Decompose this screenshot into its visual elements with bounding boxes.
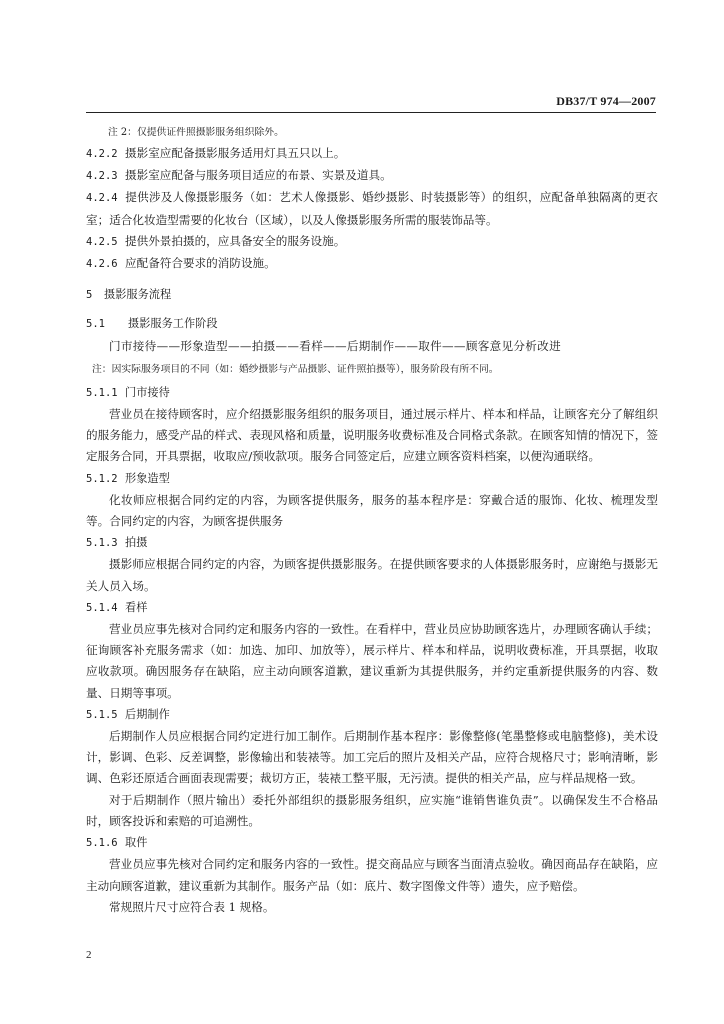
clause-text: 摄影室应配备与服务项目适应的布景、实景及道具。 bbox=[125, 168, 392, 183]
section-5-1-6-heading bbox=[86, 832, 658, 854]
document-code: DB37/T 974—2007 bbox=[556, 94, 656, 108]
clause-text: 摄影室应配备摄影服务适用灯具五只以上。 bbox=[125, 146, 346, 160]
clause-4-2-3 bbox=[86, 165, 658, 187]
paragraph: 后期制作人员应根据合同约定进行加工制作。后期制作基本程序：影像整修(笔墨整修或电脑整修)，美术设计，影调、色彩、反差调整，影像输出和装裱等。加工完后的照片及相关产品，应符合规格尺寸；影响清晰，影调、色彩还原适合画面表现需要；裁切方正，装裱工整平服，无污渍。提供的相关产品，应与样品规格一致。 bbox=[86, 729, 658, 786]
paragraph: 营业员应事先核对合同约定和服务内容的一致性。在看样中，营业员应协助顾客选片，办理顾客确认手续；征询顾客补充服务需求（如：加选、加印、加放等），展示样片、样本和样品，说明收费标准，开具票据，收取应收款项。确因服务存在缺陷，应主动向顾客道歉，建议重新为其提供服务，并约定重新提供服务的内容、数量、日期等事项。 bbox=[86, 622, 658, 700]
clause-4-2-2 bbox=[86, 143, 658, 165]
paragraph: 常规照片尺寸应符合表 1 规格。 bbox=[109, 899, 275, 914]
section-title: 取件 bbox=[125, 836, 148, 850]
section-5-1-heading bbox=[86, 313, 658, 335]
note-2: 注 2：仅提供证件照摄影服务组织除外。 bbox=[108, 127, 284, 138]
clause-text: 应配备符合要求的消防设施。 bbox=[125, 256, 276, 271]
clause-4-2-5 bbox=[86, 231, 658, 253]
clause-text: 提供外景拍摄的，应具备安全的服务设施。 bbox=[125, 233, 346, 248]
paragraph: 对于后期制作（照片输出）委托外部组织的摄影服务组织，应实施“谁销售谁负责”。以确保发生不合格品时，顾客投诉和索赔的可追溯性。 bbox=[86, 792, 658, 828]
paragraph: 营业员应事先核对合同约定和服务内容的一致性。提交商品应与顾客当面清点验收。确因商品存在缺陷，应主动向顾客道歉，建议重新为其制作。服务产品（如：底片、数字图像文件等）遗失，应予赔偿。 bbox=[86, 857, 658, 893]
section-5-1-5-heading bbox=[86, 704, 658, 726]
section-title: 摄影服务工作阶段 bbox=[128, 317, 218, 331]
header-rule bbox=[86, 112, 656, 113]
clause-number: 4.2.6 bbox=[86, 258, 118, 271]
section-5-heading bbox=[86, 284, 658, 306]
clause-number: 4.2.2 bbox=[86, 148, 118, 160]
section-5-1-2-heading bbox=[86, 468, 658, 490]
section-title: 门市接待 bbox=[125, 385, 170, 399]
section-5-1-1-heading bbox=[86, 382, 658, 404]
clause-4-2-6 bbox=[86, 253, 658, 275]
section-number: 5 bbox=[86, 289, 93, 302]
section-number: 5.1.1 bbox=[86, 386, 118, 399]
section-number: 5.1.3 bbox=[86, 537, 118, 550]
section-5-1-note: 注：因实际服务项目的不同（如：婚纱摄影与产品摄影、证件照拍摄等），服务阶段有所不同。 bbox=[92, 363, 499, 375]
section-title: 后期制作 bbox=[125, 707, 170, 721]
page-content bbox=[86, 123, 658, 918]
section-number: 5.1 bbox=[86, 318, 105, 331]
paragraph: 摄影师应根据合同约定的内容，为顾客提供摄影服务。在提供顾客要求的人体摄影服务时，应谢绝与摄影无关人员入场。 bbox=[86, 557, 658, 593]
clause-number: 4.2.3 bbox=[86, 170, 118, 183]
service-flow: 门市接待——形象造型——拍摄——看样——后期制作——取件——顾客意见分析改进 bbox=[109, 338, 561, 353]
clause-text: 提供涉及人像摄影服务（如：艺术人像摄影、婚纱摄影、时装摄影等）的组织，应配备单独隔离的更衣室；适合化妆造型需要的化妆台（区域），以及人像摄影服务所需的服装饰品等。 bbox=[86, 190, 658, 227]
section-title: 看样 bbox=[125, 600, 148, 614]
section-5-1-4-heading bbox=[86, 597, 658, 619]
section-number: 5.1.6 bbox=[86, 837, 118, 850]
clause-number: 4.2.5 bbox=[86, 235, 118, 248]
section-5-1-3-heading bbox=[86, 532, 658, 554]
page-number: 2 bbox=[86, 949, 92, 961]
section-title: 形象造型 bbox=[125, 471, 170, 485]
section-number: 5.1.5 bbox=[86, 708, 118, 721]
section-title: 拍摄 bbox=[125, 536, 148, 550]
clause-4-2-4 bbox=[86, 187, 658, 230]
paragraph: 化妆师应根据合同约定的内容，为顾客提供服务，服务的基本程序是：穿戴合适的服饰、化妆、梳理发型等。合同约定的内容，为顾客提供服务 bbox=[86, 492, 658, 529]
paragraph: 营业员在接待顾客时，应介绍摄影服务组织的服务项目，通过展示样片、样本和样品，让顾客充分了解组织的服务能力，感受产品的样式、表现风格和质量，说明服务收费标准及合同格式条款。在顾客知情的情况下，签定服务合同，开具票据，收取应/预收款项。服务合同签定后，应建立顾客资料档案，以便沟通联络。 bbox=[86, 407, 658, 464]
clause-number: 4.2.4 bbox=[86, 192, 118, 205]
section-number: 5.1.2 bbox=[86, 472, 118, 485]
section-title: 摄影服务流程 bbox=[104, 288, 172, 302]
section-number: 5.1.4 bbox=[86, 601, 118, 614]
